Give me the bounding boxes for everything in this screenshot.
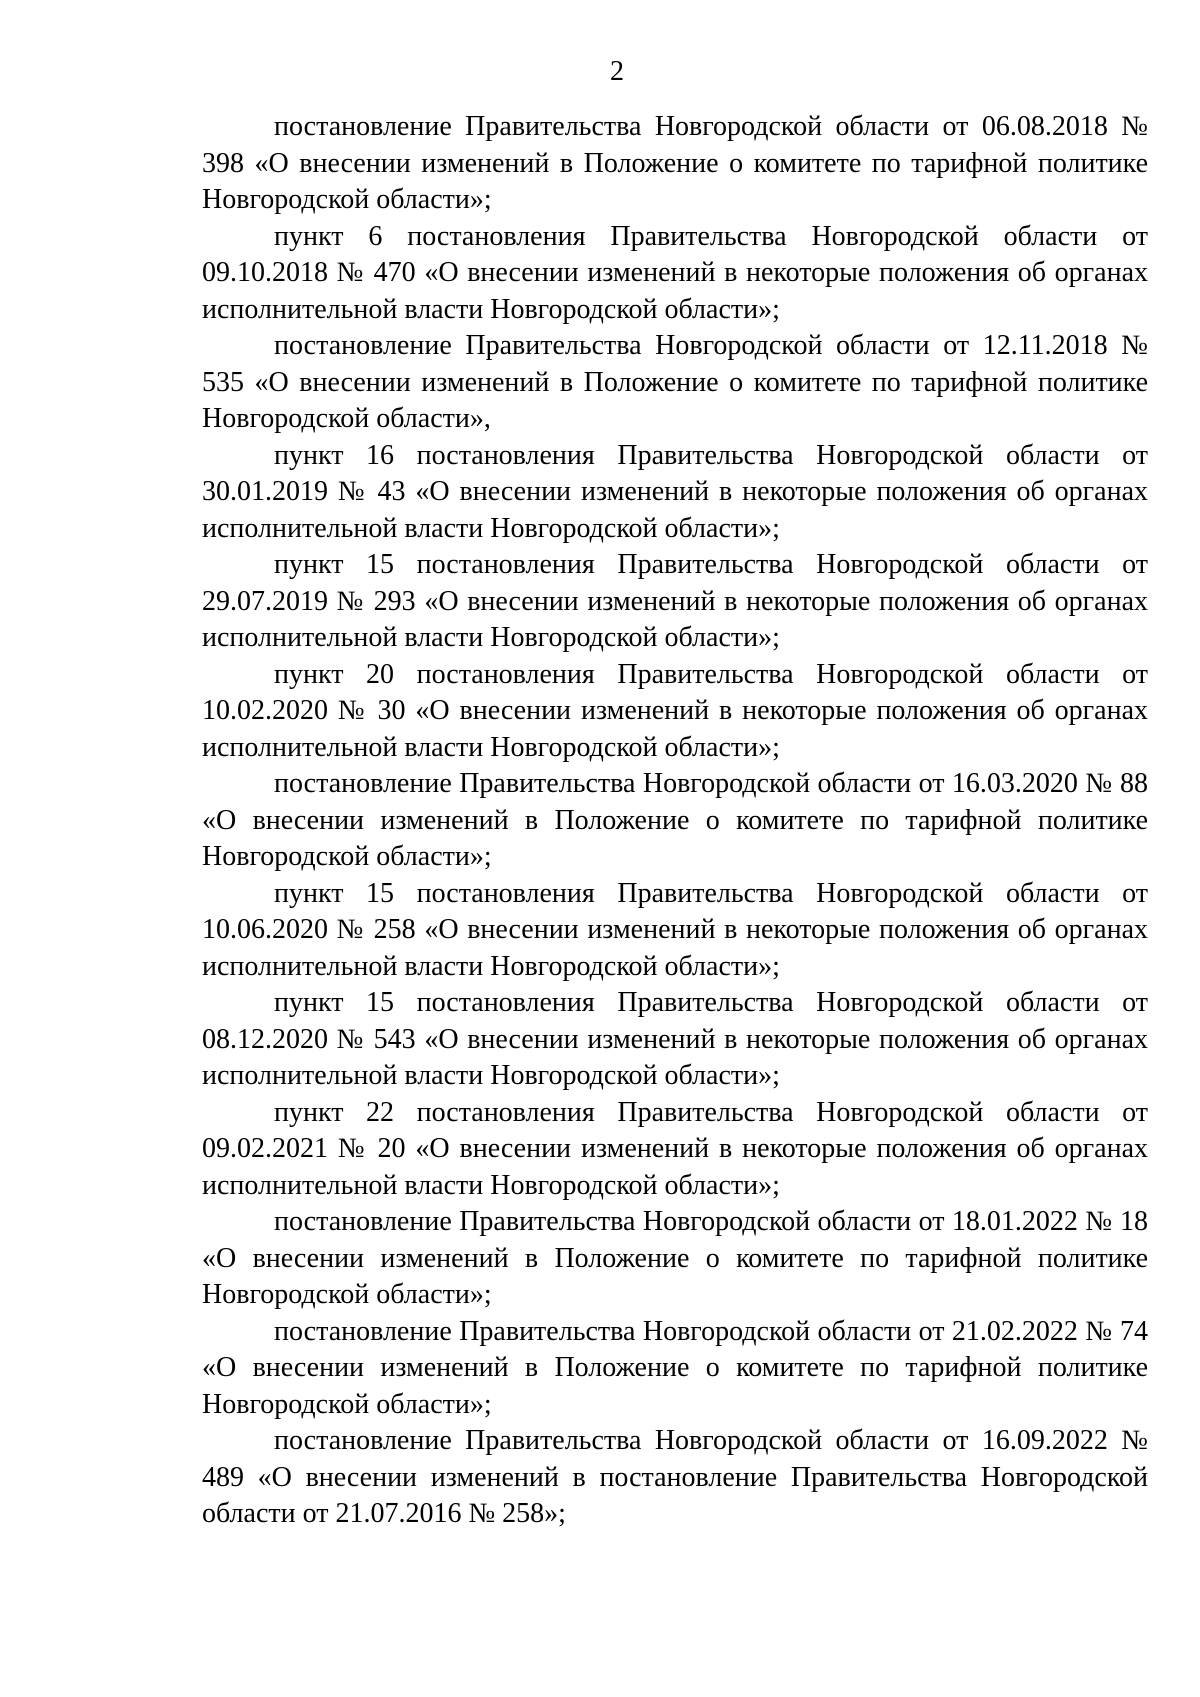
list-item: постановление Правительства Новгородской области от 12.11.2018 № 535 «О внесении изменений в Положение о комитете по тарифной политике Новгородской области», — [202, 330, 1148, 434]
list-item: постановление Правительства Новгородской области от 06.08.2018 № 398 «О внесении изменений в Положение о комитете по тарифной политике Новгородской области»; — [202, 111, 1148, 215]
list-item: постановление Правительства Новгородской области от 16.09.2022 № 489 «О внесении изменений в постановление Правительства Новгородской области от 21.07.2016 № 258»; — [202, 1425, 1148, 1529]
list-item: пункт 16 постановления Правительства Новгородской области от 30.01.2019 № 43 «О внесении изменений в некоторые положения об органах исполнительной власти Новгородской области»; — [202, 439, 1148, 544]
list-item: пункт 15 постановления Правительства Новгородской области от 29.07.2019 № 293 «О внесении изменений в некоторые положения об органах исполнительной власти Новгородской области»; — [202, 549, 1148, 653]
list-item: пункт 20 постановления Правительства Новгородской области от 10.02.2020 № 30 «О внесении изменений в некоторые положения об органах исполнительной власти Новгородской области»; — [202, 658, 1148, 763]
document-body — [202, 109, 1148, 1533]
list-item: постановление Правительства Новгородской области от 16.03.2020 № 88 «О внесении изменений в Положение о комитете по тарифной политике Новгородской области»; — [202, 768, 1148, 872]
page-number: 2 — [610, 56, 624, 87]
list-item: пункт 6 постановления Правительства Новгородской области от 09.10.2018 № 470 «О внесении изменений в некоторые положения об органах исполнительной власти Новгородской области»; — [202, 220, 1148, 325]
list-item: пункт 15 постановления Правительства Новгородской области от 10.06.2020 № 258 «О внесении изменений в некоторые положения об органах исполнительной власти Новгородской области»; — [202, 877, 1148, 982]
list-item: пункт 22 постановления Правительства Новгородской области от 09.02.2021 № 20 «О внесении изменений в некоторые положения об органах исполнительной власти Новгородской области»; — [202, 1096, 1148, 1201]
list-item: постановление Правительства Новгородской области от 18.01.2022 № 18 «О внесении изменений в Положение о комитете по тарифной политике Новгородской области»; — [202, 1206, 1148, 1310]
list-item: постановление Правительства Новгородской области от 21.02.2022 № 74 «О внесении изменений в Положение о комитете по тарифной политике Новгородской области»; — [202, 1315, 1148, 1420]
list-item: пункт 15 постановления Правительства Новгородской области от 08.12.2020 № 543 «О внесении изменений в некоторые положения об органах исполнительной власти Новгородской области»; — [202, 987, 1148, 1091]
